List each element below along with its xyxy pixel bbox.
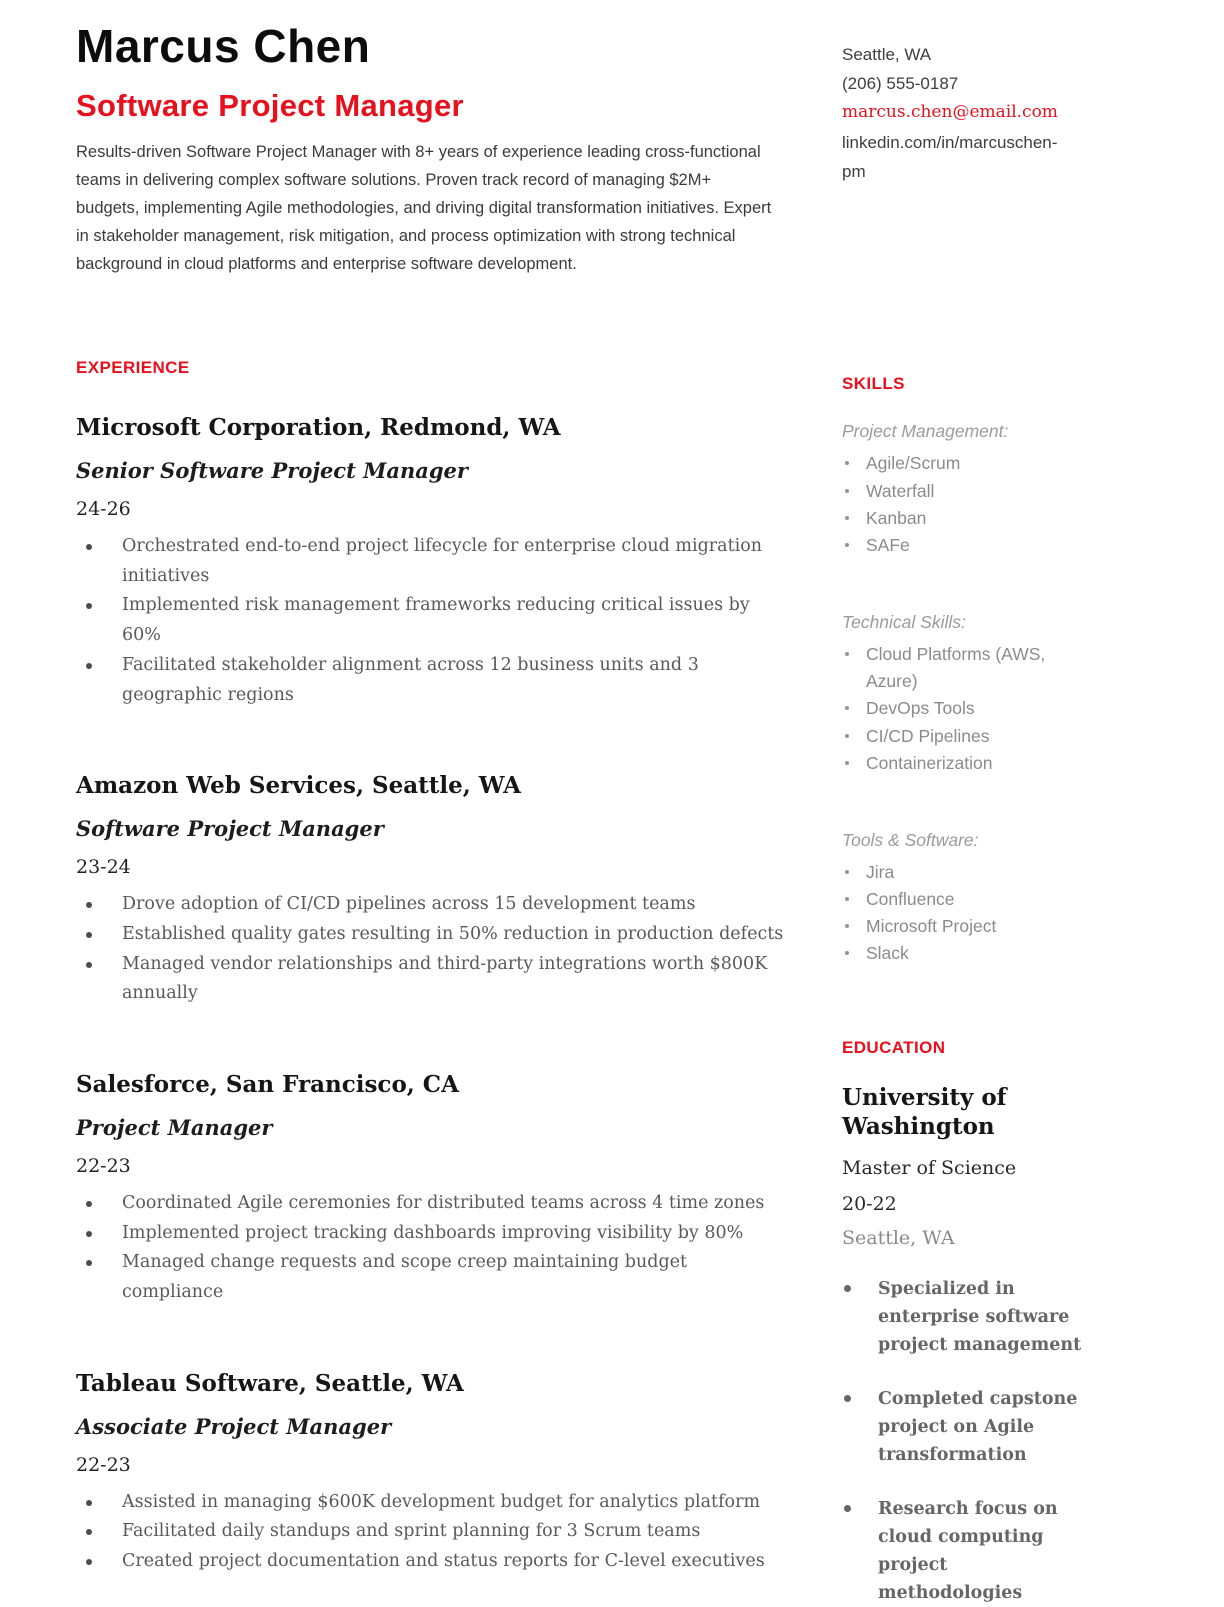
skill-item-text: Jira: [866, 862, 895, 883]
contact-location: Seattle, WA: [842, 45, 932, 64]
job-bullet: [76, 920, 792, 950]
education-bullet: [842, 1495, 1092, 1607]
job-dates: 22-23: [76, 1154, 131, 1177]
bullet-icon: [845, 734, 849, 738]
skill-group: [842, 827, 1092, 968]
skill-item-text: SAFe: [866, 534, 910, 555]
bullet-icon: [86, 1529, 92, 1535]
bullet-icon: [845, 461, 849, 465]
job-bullet-text: Implemented project tracking dashboards improving visibility by 80%: [122, 1222, 744, 1243]
job-bullet-list: [76, 890, 792, 1009]
bullet-icon: [86, 962, 92, 968]
job-bullet: [76, 890, 792, 920]
job-bullet: [76, 950, 792, 1010]
skill-item-text: Agile/Scrum: [866, 453, 961, 474]
skill-item-list: [842, 450, 1092, 559]
education-location: Seattle, WA: [842, 1227, 955, 1250]
job-bullet: [76, 1219, 792, 1249]
bullet-icon: [844, 1395, 851, 1402]
skill-item: [842, 641, 1092, 695]
skill-item: [842, 723, 1092, 750]
side-column: [842, 40, 1092, 1607]
bullet-icon: [845, 652, 849, 656]
job-bullet: [76, 1547, 792, 1577]
education-school: University of Washington: [842, 1083, 1007, 1140]
skill-item-text: Microsoft Project: [866, 916, 997, 937]
main-column: [76, 20, 792, 1577]
bullet-icon: [845, 516, 849, 520]
job-bullet-list: [76, 1189, 792, 1308]
skill-group-label: Technical Skills:: [842, 611, 966, 632]
job-company: Amazon Web Services, Seattle, WA: [76, 772, 521, 800]
skill-item: [842, 450, 1092, 477]
contact-block: [842, 40, 1072, 186]
skill-item-text: CI/CD Pipelines: [866, 725, 990, 746]
job-bullet-text: Facilitated daily standups and sprint planning for 3 Scrum teams: [122, 1521, 701, 1542]
education-bullet-text: Completed capstone project on Agile transformation: [878, 1389, 1078, 1466]
bullet-icon: [845, 870, 849, 874]
job-bullet-text: Managed vendor relationships and third-party integrations worth $800K annually: [122, 953, 768, 1004]
skill-group: [842, 418, 1092, 559]
skill-item-text: Waterfall: [866, 480, 935, 501]
skill-group: [842, 609, 1092, 777]
job-bullet-text: Coordinated Agile ceremonies for distributed teams across 4 time zones: [122, 1192, 765, 1213]
bullet-icon: [845, 543, 849, 547]
bullet-icon: [86, 1260, 92, 1266]
summary-paragraph: Results-driven Software Project Manager with 8+ years of experience leading cross-functional teams in delivering complex software solutions. Proven track record of managing $2M+ budgets, implementing Agile methodologies, and driving digital transformation initiatives. Expert in stakeholder management, risk mitigation, and process optimization with strong technical background in cloud platforms and enterprise software development.: [76, 142, 772, 274]
experience-job: [76, 772, 792, 1009]
bullet-icon: [845, 924, 849, 928]
skill-item: [842, 695, 1092, 722]
job-bullet-text: Created project documentation and status reports for C-level executives: [122, 1551, 765, 1572]
bullet-icon: [86, 1500, 92, 1506]
skill-item: [842, 859, 1092, 886]
skill-group-label: Project Management:: [842, 421, 1009, 442]
job-bullet: [76, 1189, 792, 1219]
education-degree: Master of Science: [842, 1157, 1017, 1180]
job-company: Tableau Software, Seattle, WA: [76, 1369, 464, 1397]
job-bullet-list: [76, 1488, 792, 1577]
job-bullet-text: Managed change requests and scope creep maintaining budget compliance: [122, 1252, 688, 1303]
skill-item-text: DevOps Tools: [866, 698, 975, 719]
bullet-icon: [86, 544, 92, 550]
bullet-icon: [86, 902, 92, 908]
job-bullet-list: [76, 532, 792, 711]
education-bullet: [842, 1385, 1092, 1469]
education-bullet-text: Research focus on cloud computing project methodologies: [878, 1499, 1058, 1604]
bullet-icon: [845, 706, 849, 710]
job-role: Project Manager: [76, 1114, 273, 1140]
skill-item-list: [842, 859, 1092, 968]
job-bullet: [76, 591, 792, 651]
skill-item-text: Slack: [866, 943, 909, 964]
bullet-icon: [844, 1285, 851, 1292]
bullet-icon: [845, 951, 849, 955]
job-bullet-text: Assisted in managing $600K development budget for analytics platform: [122, 1491, 761, 1512]
skills-group-list: [842, 418, 1092, 967]
bullet-icon: [845, 897, 849, 901]
education-bullet: [842, 1275, 1092, 1359]
job-bullet: [76, 651, 792, 711]
bullet-icon: [86, 1559, 92, 1565]
job-bullet-text: Implemented risk management frameworks reducing critical issues by 60%: [122, 595, 750, 646]
job-bullet: [76, 1517, 792, 1547]
experience-job-list: [76, 414, 792, 1577]
skill-item: [842, 478, 1092, 505]
job-bullet-text: Orchestrated end-to-end project lifecycle for enterprise cloud migration initiatives: [122, 535, 763, 586]
skill-item-text: Confluence: [866, 889, 955, 910]
job-bullet-text: Facilitated stakeholder alignment across 12 business units and 3 geographic regions: [122, 654, 699, 705]
skill-item: [842, 913, 1092, 940]
job-role: Senior Software Project Manager: [76, 457, 468, 483]
experience-section-heading: EXPERIENCE: [76, 358, 190, 378]
job-company: Salesforce, San Francisco, CA: [76, 1071, 459, 1099]
skill-item-list: [842, 641, 1092, 777]
skill-item-text: Containerization: [866, 752, 993, 773]
person-job-title: Software Project Manager: [76, 87, 464, 123]
person-name: Marcus Chen: [76, 20, 371, 72]
skill-item-text: Kanban: [866, 507, 927, 528]
job-bullet-text: Drove adoption of CI/CD pipelines across 15 development teams: [122, 894, 696, 915]
education-bullet-text: Specialized in enterprise software project management: [878, 1279, 1082, 1356]
skill-item: [842, 532, 1092, 559]
bullet-icon: [844, 1505, 851, 1512]
contact-phone: (206) 555-0187: [842, 74, 959, 94]
skill-group-label: Tools & Software:: [842, 829, 979, 850]
job-role: Software Project Manager: [76, 816, 384, 842]
bullet-icon: [86, 932, 92, 938]
job-dates: 22-23: [76, 1453, 131, 1476]
job-company: Microsoft Corporation, Redmond, WA: [76, 414, 561, 442]
education-block: [842, 1084, 1092, 1607]
education-bullet-list: [842, 1275, 1092, 1607]
job-dates: 23-24: [76, 856, 131, 879]
skill-item: [842, 505, 1092, 532]
skills-section-heading: SKILLS: [842, 374, 905, 394]
experience-job: [76, 1370, 792, 1577]
contact-email-link[interactable]: marcus.chen@email.com: [842, 102, 1058, 123]
contact-linkedin: linkedin.com/in/marcuschen-pm: [842, 132, 1058, 181]
job-bullet: [76, 1488, 792, 1518]
bullet-icon: [86, 603, 92, 609]
bullet-icon: [86, 1231, 92, 1237]
bullet-icon: [86, 663, 92, 669]
skill-item: [842, 750, 1092, 777]
skill-item-text: Cloud Platforms (AWS, Azure): [866, 644, 1046, 692]
skill-item: [842, 940, 1092, 967]
experience-job: [76, 1071, 792, 1308]
education-dates: 20-22: [842, 1193, 897, 1216]
skill-item: [842, 886, 1092, 913]
experience-job: [76, 414, 792, 710]
bullet-icon: [845, 761, 849, 765]
bullet-icon: [845, 489, 849, 493]
job-role: Associate Project Manager: [76, 1413, 392, 1439]
job-bullet-text: Established quality gates resulting in 50% reduction in production defects: [122, 923, 784, 944]
job-bullet: [76, 1248, 792, 1308]
job-bullet: [76, 532, 792, 592]
bullet-icon: [86, 1201, 92, 1207]
education-section-heading: EDUCATION: [842, 1037, 946, 1057]
job-dates: 24-26: [76, 497, 131, 520]
